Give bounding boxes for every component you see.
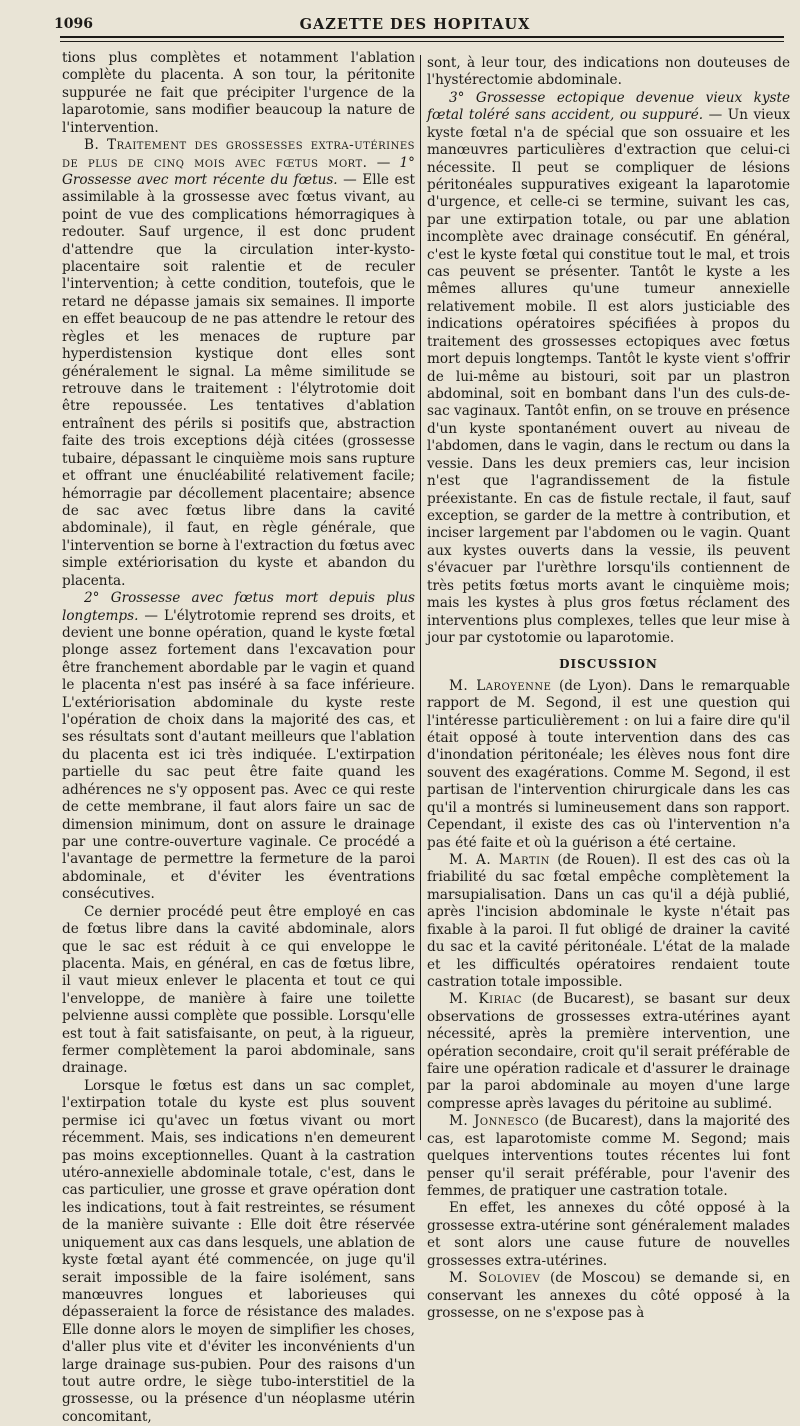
paragraph-text: — L'élytrotomie reprend ses droits, et devient une bonne opération, quand le kyste fœtal plonge assez fortement dans l'excavation pour être franchement abordable par le vagin et quand le placenta n'est pas inséré à sa face inférieure. L'extériorisation abdominale du kyste reste l'opération de choix dans la majorité des cas, et ses résultats sont d'autant meilleurs que l'ablation du placenta est ici très indiquée. L'extirpation partielle du sac peut être faite quand les adhérences ne s'y opposent pas. Avec ce qui reste de cette membrane, il faut alors faire un sac de dimension minimum, dont on assure le drainage par une contre-ouverture vaginale. Ce procédé a l'avantage de permettre la fermeture de la paroi abdominale, et d'éviter les éventrations consécutives.: [62, 607, 415, 903]
speaker-name: M. Kiriac: [449, 991, 522, 1008]
subsection-heading: 3° Grossesse ectopique devenue vieux kyste fœtal toléré sans accident, ou suppuré.: [427, 89, 790, 124]
discussion-entry: [427, 991, 790, 1113]
subsection-heading: 2° Grossesse avec fœtus mort depuis plus longtemps.: [62, 590, 415, 624]
paragraph: tions plus complètes et notamment l'ablation complète du placenta. A son tour, la péritonite suppurée ne fait que précipiter l'urgence de la laparotomie, sans modifier beaucoup la nature de l'intervention.: [62, 50, 415, 136]
discussion-text: (de Moscou) se demande si, en conservant les annexes du côté opposé à la grossesse, on ne s'expose pas à: [427, 1270, 790, 1321]
paragraph-text: — Un vieux kyste fœtal n'a de spécial que son ossuaire et les manœuvres particulières d'extraction que celui-ci nécessite. Il peut se compliquer de lésions péritonéales suppuratives exigeant la laparotomie d'urgence, et celle-ci se termine, suivant les cas, par une extirpation totale, ou par une ablation incomplète avec drainage consécutif. En général, c'est le kyste fœtal qui constitue tout le mal, et trois cas peuvent se présenter. Tantôt le kyste a les mêmes allures qu'une tumeur annexielle relativement mobile. Il est alors justiciable des indications opératoires spécifiées à propos du traitement des grossesses ectopiques avec fœtus mort depuis longtemps. Tantôt le kyste vient s'offrir de lui-même au bistouri, soit par un plastron abdominal, soit en bombant dans l'un des culs-de-sac vaginaux. Tantôt enfin, on se trouve en présence d'un kyste spontanément ouvert au niveau de l'abdomen, dans le vagin, dans le rectum ou dans la vessie. Dans les deux premiers cas, leur incision n'est que l'agrandissement de la fistule préexistante. En cas de fistule rectale, il faut, sauf exception, se garder de la mettre à contribution, et inciser largement par l'abdomen ou le vagin. Quant aux kystes ouverts dans la vessie, ils peuvent s'évacuer par l'urèthre lorsqu'ils contiennent de très petits fœtus morts avant le cinquième mois; mais les kystes à plus gros fœtus réclament des interventions plus complexes, telles que leur mise à jour par cystotomie ou laparotomie.: [427, 107, 790, 646]
speaker-name: M. A. Martin: [449, 851, 550, 868]
paragraph: Ce dernier procédé peut être employé en cas de fœtus libre dans la cavité abdominale, alors que le sac est réduit à ce qui enveloppe le placenta. Mais, en général, en cas de fœtus libre, il vaut mieux enlever le placenta et tout ce qui l'enveloppe, de manière à faire une toilette pelvienne aussi complète que possible. Lorsqu'elle est tout à fait satisfaisante, on peut, à la rigueur, fermer complètement la paroi abdominale, sans drainage.: [62, 903, 415, 1077]
journal-title: GAZETTE DES HOPITAUX: [299, 16, 531, 33]
discussion-heading: DISCUSSION: [559, 657, 658, 672]
speaker-name: M. Soloviev: [449, 1270, 541, 1287]
section-heading: B. Traitement des grossesses extra-utérines de plus de cinq mois avec fœtus mort.: [62, 137, 415, 171]
speaker-name: M. Jonnesco: [449, 1113, 540, 1130]
header-rule-thin: [60, 41, 784, 42]
header-rule-thick: [60, 36, 784, 38]
discussion-text: (de Rouen). Il est des cas où la friabilité du sac fœtal empêche complètement la marsupialisation. Dans un cas qu'il a déjà publié, après l'incision abdominale le kyste n'était pas fixable à la paroi. Il fut obligé de drainer la cavité du sac et la cavité péritonéale. L'état de la malade et les difficultés opératoires rendaient toute castration totale impossible.: [427, 851, 791, 990]
discussion-text: (de Bucarest), se basant sur deux observations de grossesses extra-utérines ayant nécessité, après la première intervention, une opération secondaire, croit qu'il serait préférable de faire une opération radicale et d'assurer le drainage par la paroi abdominale au moyen d'une large compresse après lavages du péritoine au sublimé.: [427, 991, 790, 1112]
paragraph: sont, à leur tour, des indications non douteuses de l'hystérectomie abdominale.: [427, 55, 790, 89]
right-column: [427, 55, 790, 1322]
discussion-entry: [427, 1113, 790, 1200]
discussion-entry: [427, 678, 790, 852]
paragraph: B. Traitement des grossesses extra-utérines de plus de cinq mois avec fœtus mort. — 1° Grossesse avec mort récente du fœtus. — Elle est assimilable à la grossesse avec fœtus vivant, au point de vue des complications hémorragiques à redouter. Sauf urgence, il est donc prudent d'attendre que la circulation inter-kysto-placentaire soit ralentie et de reculer l'intervention; à cette condition, toutefois, que le retard ne dépasse jamais six semaines. Il importe en effet beaucoup de ne pas attendre le retour des règles et les menaces de rupture par hyperdistension kystique dont elles sont généralement le signal. La même similitude se retrouve dans le traitement : l'élytrotomie doit être repoussée. Les tentatives d'ablation entraînent des périls si positifs que, abstraction faite des trois exceptions déjà citées (grossesse tubaire, dépassant le cinquième mois sans rupture et offrant une énucléabilité relativement facile; hémorragie par décollement placentaire; absence de sac avec fœtus libre dans la cavité abdominale), il faut, en règle générale, que l'intervention se borne à l'extraction du fœtus avec simple extériorisation du kyste et abandon du placenta.: [62, 137, 415, 589]
paragraph: Lorsque le fœtus est dans un sac complet, l'extirpation totale du kyste est plus souvent permise ici qu'avec un fœtus vivant ou mort récemment. Mais, ses indications n'en demeurent pas moins exceptionnelles. Quant à la castration utéro-annexielle abdominale totale, c'est, dans le cas particulier, une grosse et grave opération dont les indications, tout à fait restreintes, se résument de la manière suivante : Elle doit être réservée uniquement aux cas dans lesquels, une ablation de kyste fœtal ayant été commencée, on juge qu'il serait impossible de la faire isolément, sans manœuvres longues et laborieuses qui dépasseraient la force de résistance des malades. Elle donne alors le moyen de simplifier les choses, d'aller plus vite et d'éviter les inconvénients d'un large drainage sus-pubien. Pour des raisons d'un tout autre ordre, le siège tubo-interstitiel de la grossesse, ou la présence d'un néoplasme utérin concomitant,: [62, 1077, 415, 1425]
paragraph: En effet, les annexes du côté opposé à la grossesse extra-utérine sont généralement malades et sont alors une cause future de nouvelles grossesses extra-utérines.: [427, 1200, 790, 1269]
column-divider: [420, 55, 421, 1140]
discussion-entry: [427, 1270, 790, 1322]
page-number: 1096: [54, 16, 93, 32]
speaker-name: M. Laroyenne: [449, 677, 552, 694]
left-column: [62, 50, 415, 1426]
paragraph: [427, 90, 790, 648]
discussion-entry: [427, 852, 790, 991]
paragraph-text: — Elle est assimilable à la grossesse avec fœtus vivant, au point de vue des complications hémorragiques à redouter. Sauf urgence, il est donc prudent d'attendre que la circulation inter-kysto-placentaire soit ralentie et de reculer l'intervention; à cette condition, toutefois, que le retard ne dépasse jamais six semaines. Il importe en effet beaucoup de ne pas attendre le retour des règles et les menaces de rupture par hyperdistension kystique dont elles sont généralement le signal. La même similitude se retrouve dans le traitement : l'élytrotomie doit être repoussée. Les tentatives d'ablation entraînent des périls si positifs que, abstraction faite des trois exceptions déjà citées (grossesse tubaire, dépassant le cinquième mois sans rupture et offrant une énucléabilité relativement facile; hémorragie par décollement placentaire; absence de sac avec fœtus libre dans la cavité abdominale), il faut, en règle générale, que l'intervention se borne à l'extraction du fœtus avec simple extériorisation du kyste et abandon du placenta.: [62, 171, 415, 589]
paragraph: [62, 590, 415, 904]
discussion-text: (de Bucarest), dans la majorité des cas, est laparotomiste comme M. Segond; mais quelques interventions toutes récentes lui font penser qu'il serait préférable, pour l'avenir des femmes, de pratiquer une castration totale.: [427, 1113, 790, 1199]
page-header: [48, 14, 782, 36]
discussion-text: (de Lyon). Dans le remarquable rapport de M. Segond, il est une question qui l'intéresse particulièrement : on lui a faire dire qu'il était opposé à toute intervention dans des cas d'inondation péritonéale; les élèves nous font dire souvent des exagérations. Comme M. Segond, il est partisan de l'intervention chirurgicale dans les cas qu'il a montrés si lumineusement dans son rapport. Cependant, il existe des cas où l'intervention n'a pas été faite et où la guérison a été certaine.: [427, 677, 790, 851]
subsection-heading: 1° Grossesse avec mort récente du fœtus.: [62, 154, 415, 188]
